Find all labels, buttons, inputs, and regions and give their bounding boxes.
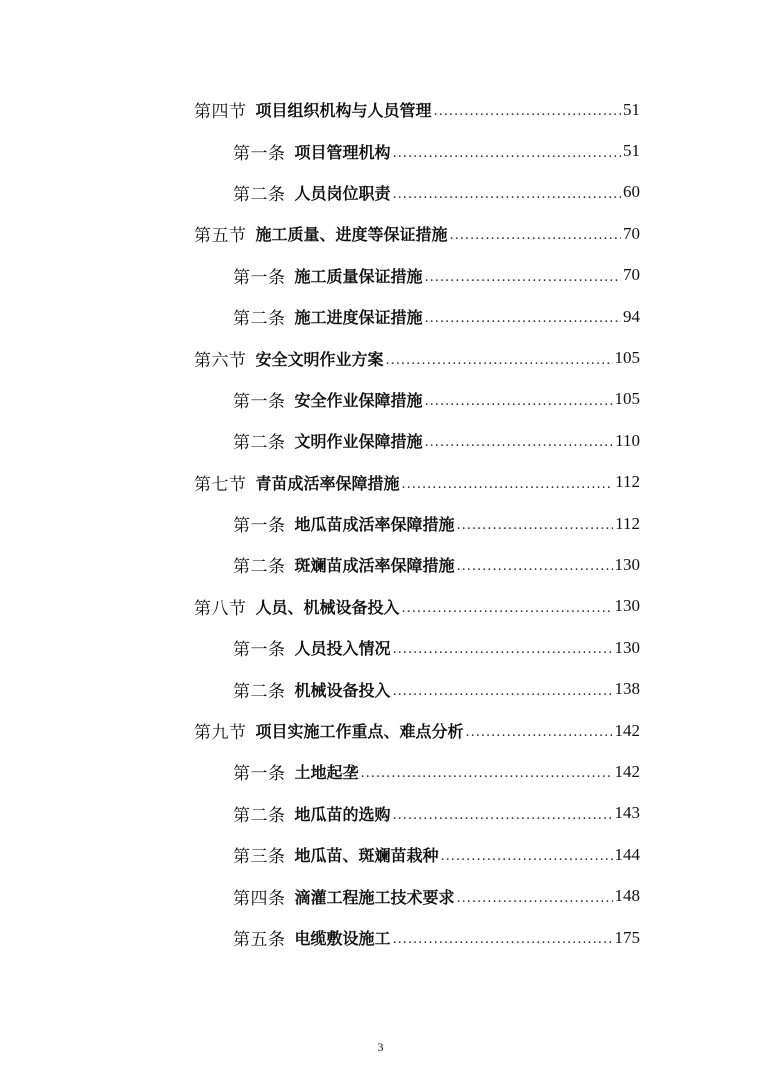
toc-entry-page: 94 bbox=[623, 306, 640, 326]
toc-entry-label: 第四条 bbox=[233, 888, 286, 909]
toc-dot-leader bbox=[425, 270, 621, 285]
toc-item-entry[interactable] bbox=[0, 627, 640, 668]
toc-section-entry[interactable] bbox=[0, 337, 640, 378]
toc-entry-page: 138 bbox=[614, 679, 640, 699]
toc-item-entry[interactable] bbox=[0, 668, 640, 709]
toc-entry-title: 青苗成活率保障措施 bbox=[255, 473, 400, 493]
toc-dot-leader bbox=[466, 725, 613, 740]
toc-dot-leader bbox=[393, 808, 613, 823]
toc-item-entry[interactable] bbox=[0, 917, 640, 958]
toc-dot-leader bbox=[393, 684, 613, 699]
toc-entry-title: 施工进度保证措施 bbox=[294, 308, 423, 328]
toc-entry-title: 施工质量、进度等保证措施 bbox=[255, 225, 448, 245]
toc-dot-leader bbox=[393, 146, 621, 161]
toc-dot-leader bbox=[425, 311, 621, 326]
toc-dot-leader bbox=[361, 766, 613, 781]
toc-entry-label: 第二条 bbox=[233, 557, 286, 578]
toc-item-entry[interactable] bbox=[0, 420, 640, 461]
toc-entry-label: 第五条 bbox=[233, 930, 286, 950]
toc-entry-page: 142 bbox=[614, 720, 640, 740]
toc-entry-page: 130 bbox=[614, 554, 640, 574]
page-number: 3 bbox=[377, 1040, 384, 1054]
toc-section-entry[interactable] bbox=[0, 89, 640, 130]
toc-dot-leader bbox=[393, 932, 613, 947]
toc-entry-label: 第一条 bbox=[233, 640, 286, 661]
toc-entry-page: 60 bbox=[623, 182, 640, 202]
table-of-contents bbox=[0, 89, 761, 958]
toc-entry-page: 70 bbox=[623, 223, 640, 243]
toc-entry-page: 130 bbox=[614, 637, 640, 657]
toc-entry-title: 地瓜苗的选购 bbox=[294, 804, 391, 824]
toc-entry-title: 文明作业保障措施 bbox=[294, 432, 423, 452]
toc-entry-page: 105 bbox=[614, 389, 640, 409]
toc-entry-title: 安全文明作业方案 bbox=[255, 349, 384, 369]
toc-entry-title: 地瓜苗成活率保障措施 bbox=[294, 515, 455, 535]
toc-entry-page: 112 bbox=[615, 513, 640, 533]
toc-entry-label: 第一条 bbox=[233, 267, 286, 288]
toc-dot-leader bbox=[441, 849, 613, 864]
toc-entry-page: 130 bbox=[614, 596, 640, 616]
toc-entry-title: 项目组织机构与人员管理 bbox=[255, 101, 432, 121]
toc-dot-leader bbox=[457, 559, 613, 574]
toc-item-entry[interactable] bbox=[0, 834, 640, 875]
toc-entry-title: 电缆敷设施工 bbox=[294, 929, 391, 948]
toc-dot-leader bbox=[393, 187, 621, 202]
toc-dot-leader bbox=[393, 642, 613, 657]
toc-entry-label: 第四节 bbox=[194, 102, 247, 123]
toc-dot-leader bbox=[386, 353, 613, 368]
toc-entry-page: 70 bbox=[623, 265, 640, 285]
toc-item-entry[interactable] bbox=[0, 751, 640, 792]
toc-item-entry[interactable] bbox=[0, 130, 640, 171]
toc-entry-page: 175 bbox=[614, 927, 640, 947]
toc-entry-title: 人员岗位职责 bbox=[294, 183, 391, 203]
toc-entry-title: 安全作业保障措施 bbox=[294, 390, 423, 410]
toc-entry-label: 第一条 bbox=[233, 143, 286, 164]
toc-entry-title: 人员投入情况 bbox=[294, 639, 391, 659]
toc-item-entry[interactable] bbox=[0, 172, 640, 213]
toc-dot-leader bbox=[457, 891, 613, 906]
toc-item-entry[interactable] bbox=[0, 379, 640, 420]
toc-entry-page: 144 bbox=[614, 844, 640, 864]
toc-entry-title: 施工质量保证措施 bbox=[294, 266, 423, 286]
toc-entry-label: 第五节 bbox=[194, 226, 247, 247]
toc-entry-page: 143 bbox=[614, 803, 640, 823]
toc-entry-label: 第二条 bbox=[233, 805, 286, 826]
toc-entry-title: 项目实施工作重点、难点分析 bbox=[255, 722, 464, 742]
toc-entry-page: 148 bbox=[614, 886, 640, 906]
toc-section-entry[interactable] bbox=[0, 462, 640, 503]
toc-entry-label: 第一条 bbox=[233, 516, 286, 537]
toc-section-entry[interactable] bbox=[0, 710, 640, 751]
toc-entry-label: 第六节 bbox=[194, 350, 247, 371]
toc-dot-leader bbox=[450, 228, 621, 243]
toc-section-entry[interactable] bbox=[0, 213, 640, 254]
toc-item-entry[interactable] bbox=[0, 503, 640, 544]
toc-entry-title: 项目管理机构 bbox=[294, 142, 391, 162]
toc-entry-title: 人员、机械设备投入 bbox=[255, 597, 400, 617]
toc-dot-leader bbox=[457, 518, 614, 533]
toc-entry-label: 第一条 bbox=[233, 764, 286, 785]
toc-entry-label: 第八节 bbox=[194, 598, 247, 619]
toc-entry-label: 第一条 bbox=[233, 391, 286, 412]
toc-item-entry[interactable] bbox=[0, 296, 640, 337]
toc-item-entry[interactable] bbox=[0, 875, 640, 916]
toc-entry-title: 地瓜苗、斑斓苗栽种 bbox=[294, 846, 439, 866]
toc-item-entry[interactable] bbox=[0, 793, 640, 834]
toc-entry-title: 滴灌工程施工技术要求 bbox=[294, 887, 455, 907]
toc-entry-label: 第二条 bbox=[233, 309, 286, 330]
toc-entry-page: 110 bbox=[615, 430, 640, 450]
toc-dot-leader bbox=[402, 477, 614, 492]
toc-item-entry[interactable] bbox=[0, 544, 640, 585]
toc-entry-label: 第七节 bbox=[194, 474, 247, 495]
toc-entry-label: 第二条 bbox=[233, 433, 286, 454]
toc-entry-title: 机械设备投入 bbox=[294, 680, 391, 700]
toc-entry-page: 105 bbox=[614, 348, 640, 368]
toc-dot-leader bbox=[402, 601, 613, 616]
toc-section-entry[interactable] bbox=[0, 586, 640, 627]
toc-item-entry[interactable] bbox=[0, 255, 640, 296]
toc-entry-title: 土地起垄 bbox=[294, 763, 359, 783]
toc-dot-leader bbox=[425, 435, 614, 450]
toc-entry-page: 51 bbox=[623, 99, 640, 119]
toc-entry-title: 斑斓苗成活率保障措施 bbox=[294, 556, 455, 576]
toc-entry-label: 第三条 bbox=[233, 847, 286, 868]
toc-entry-page: 142 bbox=[614, 761, 640, 781]
toc-dot-leader bbox=[425, 394, 613, 409]
toc-entry-label: 第二条 bbox=[233, 184, 286, 205]
toc-entry-page: 51 bbox=[623, 141, 640, 161]
toc-entry-label: 第二条 bbox=[233, 681, 286, 702]
toc-dot-leader bbox=[434, 104, 621, 119]
toc-entry-label: 第九节 bbox=[194, 723, 247, 744]
toc-entry-page: 112 bbox=[615, 472, 640, 492]
